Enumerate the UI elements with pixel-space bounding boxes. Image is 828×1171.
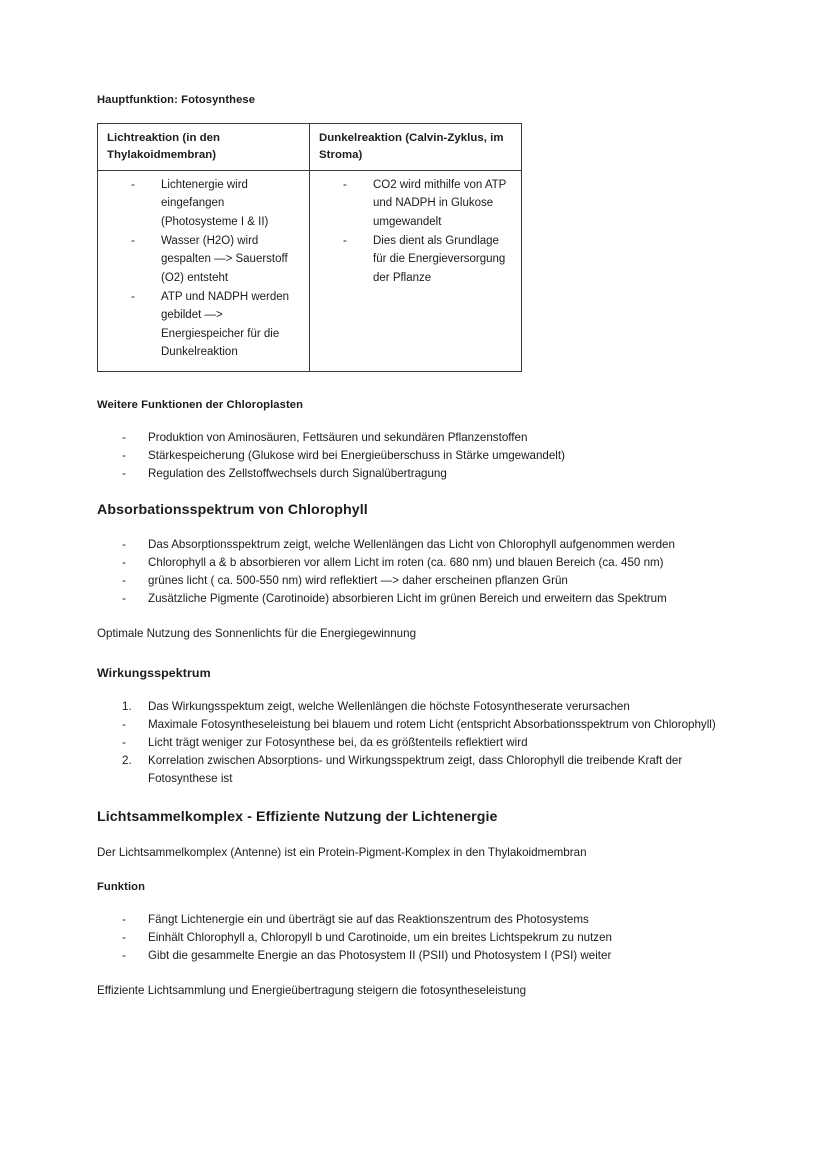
table-cell-dunkelreaktion-items xyxy=(310,170,522,371)
funktion-list xyxy=(97,911,722,965)
list-marker: - xyxy=(122,449,126,463)
lichtsammelkomplex-closing-text: Effiziente Lichtsammlung und Energieübertragung steigern die fotosyntheseleistung xyxy=(97,983,527,997)
list-item xyxy=(97,590,722,608)
list-item-text: CO2 wird mithilfe von ATP und NADPH in Glukose umgewandelt xyxy=(373,178,507,229)
weitere-funktionen-list xyxy=(97,429,722,483)
list-item xyxy=(97,554,722,572)
list-marker: - xyxy=(122,467,126,481)
list-marker: 1. xyxy=(122,699,132,713)
list-item-text: Wasser (H2O) wird gespalten —> Sauerstoff (O2) entsteht xyxy=(161,234,288,284)
page-title: Hauptfunktion: Fotosynthese xyxy=(97,94,256,106)
dunkelreaktion-list-wrapper xyxy=(310,171,521,297)
absorptionsspektrum-list xyxy=(97,536,722,608)
list-item xyxy=(104,232,303,288)
list-item xyxy=(97,947,722,965)
list-item-text: Regulation des Zellstoffwechsels durch Signalübertragung xyxy=(148,467,447,481)
table-cell-lichtreaktion-items xyxy=(98,170,310,371)
list-marker: - xyxy=(122,574,126,588)
section-heading-weitere-funktionen: Weitere Funktionen der Chloroplasten xyxy=(97,399,304,412)
list-marker: - xyxy=(122,948,126,962)
list-item xyxy=(104,288,303,363)
list-marker: - xyxy=(131,234,135,247)
list-item xyxy=(97,429,722,447)
list-item-text: ATP und NADPH werden gebildet —> Energiespeicher für die Dunkelreaktion xyxy=(161,290,290,359)
list-marker: - xyxy=(122,538,126,552)
reaction-comparison-table xyxy=(97,123,522,372)
lichtreaktion-list xyxy=(104,176,303,362)
list-item xyxy=(97,536,722,554)
list-marker: 2. xyxy=(122,753,132,767)
list-item xyxy=(97,929,722,947)
list-item-text: Das Wirkungsspektum zeigt, welche Wellenlängen die höchste Fotosyntheserate verursachen xyxy=(148,699,630,713)
section-heading-absorptionsspektrum: Absorbationsspektrum von Chlorophyll xyxy=(97,502,368,519)
dunkelreaktion-list xyxy=(316,176,515,288)
list-item xyxy=(316,232,515,288)
wirkungsspektrum-list xyxy=(97,698,722,788)
list-item-text: Stärkespeicherung (Glukose wird bei Energieüberschuss in Stärke umgewandelt) xyxy=(148,449,565,463)
list-item xyxy=(97,716,722,734)
list-item-text: Lichtenergie wird eingefangen (Photosysteme I & II) xyxy=(161,178,269,229)
list-item-text: Korrelation zwischen Absorptions- und Wirkungsspektrum zeigt, dass Chlorophyll die treibende Kraft der Fotosynthese ist xyxy=(148,753,683,785)
section-heading-funktion: Funktion xyxy=(97,880,146,893)
list-item xyxy=(97,447,722,465)
list-item xyxy=(97,752,722,788)
list-marker: - xyxy=(343,234,347,247)
list-item xyxy=(97,911,722,929)
list-item-text: Fängt Lichtenergie ein und überträgt sie auf das Reaktionszentrum des Photosystems xyxy=(148,912,589,926)
list-marker: - xyxy=(122,717,126,731)
list-marker: - xyxy=(122,556,126,570)
list-marker: - xyxy=(343,178,347,191)
table-header-label-right: Dunkelreaktion (Calvin-Zyklus, im Stroma) xyxy=(319,132,504,161)
list-item-text: Das Absorptionsspektrum zeigt, welche Wellenlängen das Licht von Chlorophyll aufgenommen werden xyxy=(148,538,675,552)
list-item xyxy=(97,465,722,483)
list-marker: - xyxy=(122,431,126,445)
table-header-label-left: Lichtreaktion (in den Thylakoidmembran) xyxy=(107,132,221,161)
list-item-text: Einhält Chlorophyll a, Chloropyll b und Carotinoide, um ein breites Lichtspekrum zu nutzen xyxy=(148,930,612,944)
list-item-text: Licht trägt weniger zur Fotosynthese bei, da es größtenteils reflektiert wird xyxy=(148,735,528,749)
lichtreaktion-list-wrapper xyxy=(98,171,309,371)
list-marker: - xyxy=(122,930,126,944)
list-item-text: Dies dient als Grundlage für die Energieversorgung der Pflanze xyxy=(373,234,506,284)
table-body-row xyxy=(98,170,522,371)
list-item xyxy=(97,698,722,716)
list-item xyxy=(104,176,303,232)
list-marker: - xyxy=(131,290,135,303)
list-item-text: Gibt die gesammelte Energie an das Photosystem II (PSII) und Photosystem I (PSI) weiter xyxy=(148,948,612,962)
absorptionsspektrum-closing-text: Optimale Nutzung des Sonnenlichts für die Energiegewinnung xyxy=(97,627,417,641)
list-marker: - xyxy=(131,178,135,191)
list-item-text: Produktion von Aminosäuren, Fettsäuren und sekundären Pflanzenstoffen xyxy=(148,431,528,445)
list-item xyxy=(316,176,515,232)
list-marker: - xyxy=(122,912,126,926)
table-header-cell-lichtreaktion xyxy=(98,124,310,171)
list-item-text: grünes licht ( ca. 500-550 nm) wird reflektiert —> daher erscheinen pflanzen Grün xyxy=(148,574,568,588)
list-item xyxy=(97,572,722,590)
list-item-text: Maximale Fotosyntheseleistung bei blauem und rotem Licht (entspricht Absorbationsspektrum von Chlorophyll) xyxy=(148,717,716,731)
list-item xyxy=(97,734,722,752)
list-item-text: Chlorophyll a & b absorbieren vor allem Licht im roten (ca. 680 nm) und blauen Bereich (ca. 450 nm) xyxy=(148,556,664,570)
table-header-cell-dunkelreaktion xyxy=(310,124,522,171)
lichtsammelkomplex-intro-text: Der Lichtsammelkomplex (Antenne) ist ein Protein-Pigment-Komplex in den Thylakoidmembran xyxy=(97,845,587,859)
section-heading-lichtsammelkomplex: Lichtsammelkomplex - Effiziente Nutzung der Lichtenergie xyxy=(97,808,498,825)
section-heading-wirkungsspektrum: Wirkungsspektrum xyxy=(97,665,211,680)
list-marker: - xyxy=(122,735,126,749)
list-marker: - xyxy=(122,592,126,606)
list-item-text: Zusätzliche Pigmente (Carotinoide) absorbieren Licht im grünen Bereich und erweitern das Spektrum xyxy=(148,592,667,606)
table-header-row xyxy=(98,124,522,171)
reaction-comparison-table-wrapper xyxy=(97,123,519,372)
